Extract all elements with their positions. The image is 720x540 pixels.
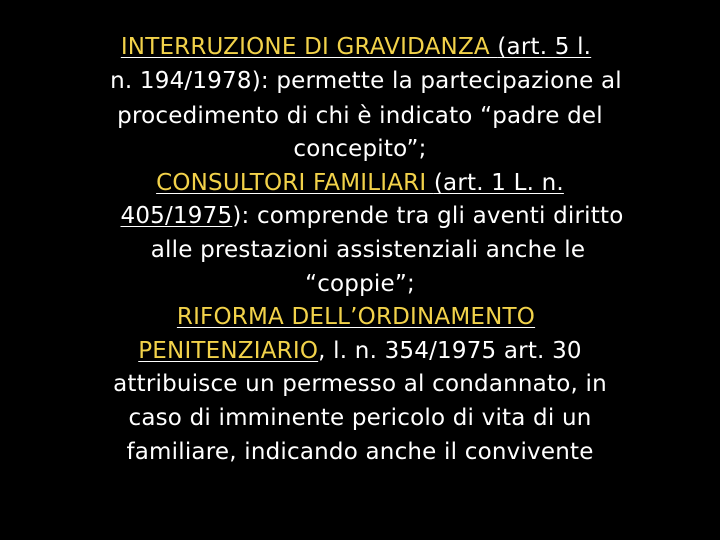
item2-line1-rest: (art. 1 L. n. bbox=[433, 170, 564, 196]
item3-line5: familiare, indicando anche il convivente bbox=[126, 439, 594, 465]
item3-line4: caso di imminente pericolo di vita di un bbox=[128, 405, 592, 431]
item3-line2-rest: , l. n. 354/1975 art. 30 bbox=[318, 338, 582, 364]
item2-law-ref: 405/1975 bbox=[120, 203, 233, 229]
item3-line2 bbox=[0, 336, 720, 366]
item2-line4: “coppie”; bbox=[305, 271, 415, 297]
item1-line1 bbox=[0, 32, 716, 62]
item1-title: INTERRUZIONE DI GRAVIDANZA bbox=[120, 34, 498, 60]
item2-line1 bbox=[0, 168, 720, 198]
item2-line2 bbox=[12, 201, 720, 231]
item3-line1 bbox=[0, 302, 716, 332]
item1-line1-rest: (art. 5 l. bbox=[497, 34, 592, 60]
item1-line2: n. 194/1978): permette la partecipazione al bbox=[110, 68, 622, 94]
item3-title-line1: RIFORMA DELL’ORDINAMENTO bbox=[176, 304, 536, 330]
item1-line3: procedimento di chi è indicato “padre del bbox=[117, 103, 603, 129]
item2-line2-rest: ): comprende tra gli aventi diritto bbox=[232, 203, 624, 229]
item3-title-line2: PENITENZIARIO bbox=[138, 338, 319, 364]
item2-line3: alle prestazioni assistenziali anche le bbox=[150, 237, 586, 263]
item1-line4: concepito”; bbox=[293, 136, 427, 162]
item3-line3: attribuisce un permesso al condannato, in bbox=[113, 371, 607, 397]
item2-title: CONSULTORI FAMILIARI bbox=[156, 170, 434, 196]
